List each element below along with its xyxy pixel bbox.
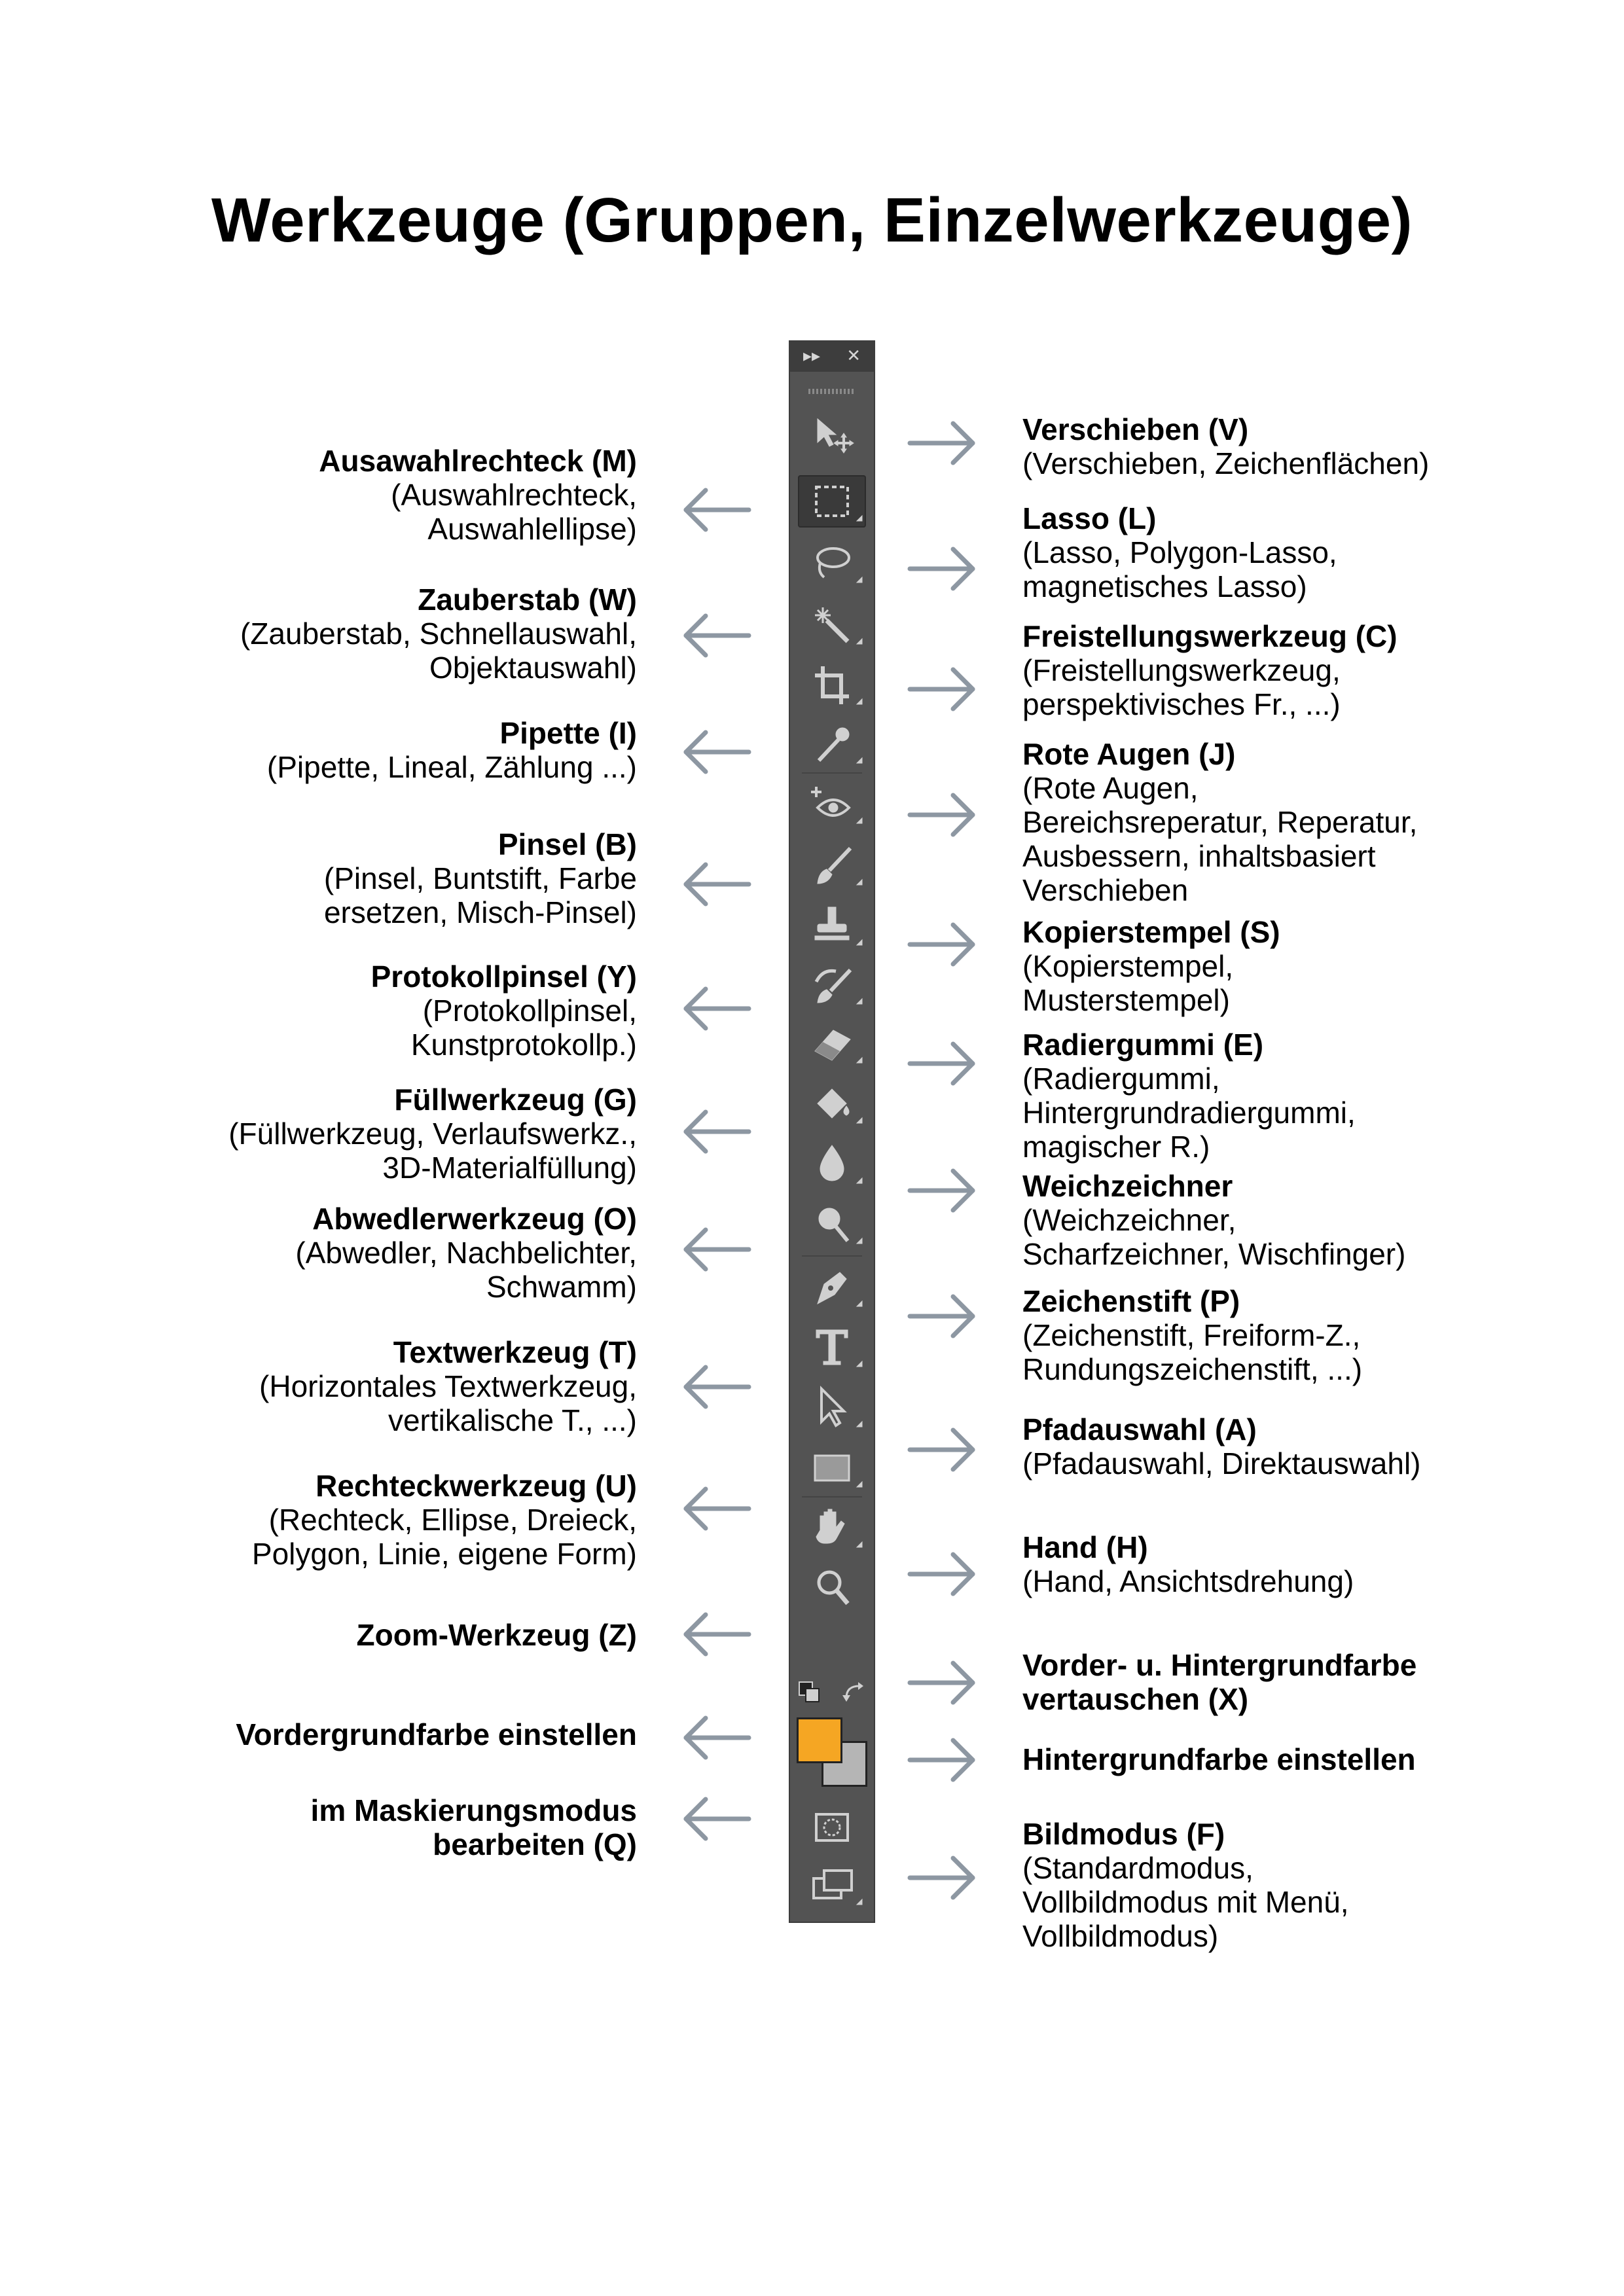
lasso-tool[interactable]: [798, 537, 866, 589]
arrow-left-icon: [681, 1611, 753, 1657]
default-colors-icon[interactable]: [797, 1679, 823, 1706]
type-icon: [798, 1321, 866, 1373]
label-sub: (Standardmodus, Vollbildmodus mit Menü, Vollbildmodus): [1022, 1851, 1349, 1953]
arrow-right-icon: [906, 666, 978, 712]
label-title: Rote Augen (J): [1022, 737, 1236, 771]
foreground-color-swatch[interactable]: [797, 1717, 842, 1763]
stamp-icon: [798, 899, 866, 952]
panel-grip[interactable]: [808, 389, 856, 394]
label-type: [259, 1335, 637, 1437]
label-title: Hintergrundfarbe einstellen: [1022, 1742, 1416, 1776]
label-title: Pinsel (B): [497, 827, 637, 861]
dodge-icon: [798, 1198, 866, 1250]
label-crop: [1022, 619, 1398, 721]
label-fill: [228, 1083, 637, 1185]
zoom-tool[interactable]: [798, 1562, 866, 1614]
brush-tool[interactable]: [798, 839, 866, 891]
arrow-left-icon: [681, 729, 753, 775]
label-title: Ausawahlrechteck (M): [319, 444, 637, 478]
lasso-icon: [798, 537, 866, 589]
arrow-left-icon: [681, 1109, 753, 1155]
label-dodge: [295, 1202, 637, 1304]
label-title: Zoom-Werkzeug (Z): [356, 1618, 637, 1652]
arrow-right-icon: [906, 1427, 978, 1473]
arrow-right-icon: [906, 546, 978, 592]
move-icon: [798, 410, 866, 462]
marquee-tool[interactable]: [798, 475, 866, 528]
label-magic-wand: [240, 583, 637, 685]
arrow-left-icon: [681, 1227, 753, 1272]
label-sub: (Pipette, Lineal, Zählung ...): [266, 750, 637, 784]
label-sub: (Freistellungswerkzeug, perspektivisches Fr., ...): [1022, 653, 1341, 721]
label-marquee: [319, 444, 637, 546]
label-swap-colors: [1022, 1648, 1416, 1716]
label-sub: (Füllwerkzeug, Verlaufswerkz., 3D-Materialfüllung): [228, 1117, 637, 1185]
label-path-selection: [1022, 1412, 1421, 1480]
label-sub: (Zeichenstift, Freiform-Z., Rundungszeichenstift, ...): [1022, 1318, 1363, 1386]
label-title: Verschieben (V): [1022, 412, 1249, 446]
paint-bucket-tool[interactable]: [798, 1077, 866, 1130]
label-title: Pfadauswahl (A): [1022, 1412, 1257, 1446]
label-blur: [1022, 1169, 1405, 1271]
label-sub: (Lasso, Polygon-Lasso, magnetisches Lasso): [1022, 535, 1337, 603]
eyedropper-tool[interactable]: [798, 717, 866, 770]
drop-icon: [798, 1138, 866, 1190]
label-red-eye: [1022, 737, 1417, 907]
label-title: Vordergrundfarbe einstellen: [236, 1717, 637, 1751]
arrow-right-icon: [906, 1855, 978, 1901]
label-title: Weichzeichner: [1022, 1169, 1233, 1203]
arrow-left-icon: [681, 1364, 753, 1410]
type-tool[interactable]: [798, 1321, 866, 1373]
arrow-left-icon: [681, 1486, 753, 1532]
arrow-right-icon: [906, 1168, 978, 1213]
arrow-right-icon: [906, 922, 978, 967]
arrow-right-icon: [906, 1293, 978, 1339]
quick-mask-tool[interactable]: [798, 1801, 866, 1854]
red-eye-tool[interactable]: [798, 778, 866, 830]
zoom-icon: [798, 1562, 866, 1614]
label-title: Abwedlerwerkzeug (O): [312, 1202, 637, 1236]
pen-tool[interactable]: [798, 1261, 866, 1313]
hand-tool[interactable]: [798, 1501, 866, 1554]
label-sub: (Pinsel, Buntstift, Farbe ersetzen, Misch-Pinsel): [323, 861, 637, 929]
label-eyedropper: [267, 716, 637, 784]
label-title: Zeichenstift (P): [1022, 1284, 1240, 1318]
label-hand: [1022, 1530, 1354, 1598]
path-selection-tool[interactable]: [798, 1381, 866, 1433]
quick-mask-icon: [798, 1801, 866, 1854]
arrow-right-icon: [906, 420, 978, 466]
label-title: Lasso (L): [1022, 501, 1157, 535]
label-title: Vorder- u. Hintergrundfarbe vertauschen (X): [1022, 1648, 1417, 1716]
crop-icon: [798, 658, 866, 711]
label-title: Textwerkzeug (T): [393, 1335, 637, 1369]
label-title: Radiergummi (E): [1022, 1028, 1264, 1062]
page-title: Werkzeuge (Gruppen, Einzelwerkzeuge): [211, 185, 1413, 255]
magic-wand-tool[interactable]: [798, 598, 866, 651]
magic-wand-icon: [798, 598, 866, 651]
label-sub: (Verschieben, Zeichenflächen): [1022, 446, 1430, 480]
eraser-icon: [798, 1017, 866, 1069]
label-sub: (Protokollpinsel, Kunstprotokollp.): [410, 994, 637, 1062]
label-lasso: [1022, 501, 1337, 603]
history-brush-tool[interactable]: [798, 958, 866, 1011]
rectangle-icon: [798, 1441, 866, 1494]
label-sub: (Hand, Ansichtsdrehung): [1022, 1564, 1354, 1598]
label-sub: (Zauberstab, Schnellauswahl, Objektauswahl): [240, 617, 637, 685]
clone-stamp-tool[interactable]: [798, 899, 866, 952]
label-sub: (Pfadauswahl, Direktauswahl): [1022, 1446, 1421, 1480]
label-background: [1022, 1742, 1416, 1776]
label-title: Füllwerkzeug (G): [394, 1083, 637, 1117]
panel-header: [789, 340, 875, 372]
label-sub: (Rechteck, Ellipse, Dreieck, Polygon, Linie, eigene Form): [251, 1503, 637, 1571]
label-title: Rechteckwerkzeug (U): [316, 1469, 637, 1503]
label-brush: [324, 827, 637, 929]
label-title: Protokollpinsel (Y): [370, 960, 637, 994]
close-icon[interactable]: ✕: [846, 346, 861, 365]
label-title: Hand (H): [1022, 1530, 1148, 1564]
label-sub: (Auswahlrechteck, Auswahlellipse): [391, 478, 637, 546]
screen-mode-icon: [798, 1859, 866, 1911]
brush-icon: [798, 839, 866, 891]
label-title: Pipette (I): [499, 716, 637, 750]
arrow-left-icon: [681, 1796, 753, 1842]
label-screen-mode: [1022, 1817, 1349, 1953]
arrow-right-icon: [906, 1551, 978, 1597]
rectangle-tool[interactable]: [798, 1441, 866, 1494]
label-sub: (Radiergummi, Hintergrundradiergummi, magischer R.): [1022, 1062, 1356, 1164]
separator: [802, 1255, 862, 1257]
separator: [802, 772, 862, 774]
label-pen: [1022, 1284, 1362, 1386]
arrow-left-icon: [681, 986, 753, 1031]
label-rectangle: [252, 1469, 637, 1571]
move-tool[interactable]: [798, 410, 866, 462]
label-sub: (Horizontales Textwerkzeug, vertikalische T., ...): [259, 1369, 637, 1437]
arrow-left-icon: [681, 1715, 753, 1761]
eraser-tool[interactable]: [798, 1017, 866, 1069]
label-title: Zauberstab (W): [418, 583, 637, 617]
label-history-brush: [371, 960, 637, 1062]
swap-colors-icon[interactable]: [841, 1679, 867, 1706]
arrow-left-icon: [681, 613, 753, 658]
screen-mode-tool[interactable]: [798, 1859, 866, 1911]
red-eye-icon: [798, 778, 866, 830]
label-sub: (Kopierstempel, Musterstempel): [1022, 949, 1234, 1017]
label-clone-stamp: [1022, 915, 1280, 1017]
label-sub: (Weichzeichner, Scharfzeichner, Wischfinger): [1022, 1203, 1406, 1271]
blur-tool[interactable]: [798, 1138, 866, 1190]
label-title: Bildmodus (F): [1022, 1817, 1225, 1851]
label-title: im Maskierungsmodus bearbeiten (Q): [310, 1793, 637, 1861]
label-quick-mask: [311, 1793, 637, 1861]
label-zoom: [357, 1618, 637, 1652]
label-foreground: [236, 1717, 637, 1751]
history-brush-icon: [798, 958, 866, 1011]
pen-icon: [798, 1261, 866, 1313]
arrow-right-icon: [906, 792, 978, 838]
double-chevron-icon[interactable]: ▸▸: [803, 346, 821, 365]
arrow-left-icon: [681, 487, 753, 533]
separator: [802, 1496, 862, 1498]
hand-icon: [798, 1501, 866, 1554]
arrow-cursor-icon: [798, 1381, 866, 1433]
arrow-left-icon: [681, 861, 753, 907]
label-move: [1022, 412, 1429, 480]
arrow-right-icon: [906, 1041, 978, 1086]
crop-tool[interactable]: [798, 658, 866, 711]
label-eraser: [1022, 1028, 1356, 1164]
marquee-icon: [798, 475, 866, 528]
label-sub: (Abwedler, Nachbelichter, Schwamm): [295, 1236, 637, 1304]
arrow-right-icon: [906, 1737, 978, 1783]
tools-panel: [789, 340, 875, 1923]
dodge-tool[interactable]: [798, 1198, 866, 1250]
paint-bucket-icon: [798, 1077, 866, 1130]
arrow-right-icon: [906, 1660, 978, 1706]
eyedropper-icon: [798, 717, 866, 770]
label-title: Kopierstempel (S): [1022, 915, 1280, 949]
label-sub: (Rote Augen, Bereichsreperatur, Reperatur, Ausbessern, inhaltsbasiert Verschieben: [1022, 771, 1418, 907]
label-title: Freistellungswerkzeug (C): [1022, 619, 1398, 653]
